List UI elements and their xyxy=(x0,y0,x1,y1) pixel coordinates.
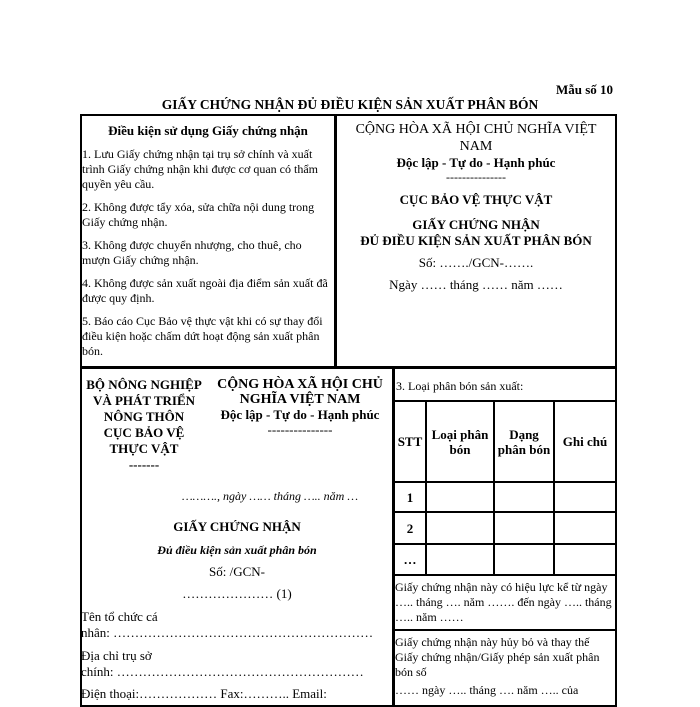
cert-title: GIẤY CHỨNG NHẬN xyxy=(412,217,540,232)
agency-name: CỤC BẢO VỆ THỰC VẬT xyxy=(399,192,553,207)
motto-divider: --------------- xyxy=(267,422,333,437)
fertilizer-section-label: 3. Loại phân bón sản xuất: xyxy=(396,379,524,393)
ministry-name-cont: NÔNG THÔN xyxy=(103,409,185,424)
row-number: … xyxy=(394,544,426,575)
form-number: Mẫu số 10 xyxy=(556,82,614,97)
address-line: chính: ………………………………………………… xyxy=(81,664,364,679)
conditions-list xyxy=(82,147,332,359)
row-number: 1 xyxy=(394,482,426,512)
address-field xyxy=(81,648,391,680)
condition-item: 3. Không được chuyển nhượng, cho thuê, cho mượn Giấy chứng nhận. xyxy=(82,238,302,267)
fertilizer-table xyxy=(393,400,617,576)
replacement-date-line: …… ngày ….. tháng …. năm ….. của xyxy=(395,683,579,697)
inner-cert-subtitle: Đủ điều kiện sản xuất phân bón xyxy=(157,543,317,557)
condition-item: 1. Lưu Giấy chứng nhận tại trụ sở chính và xuất trình Giấy chứng nhận khi được cơ quan có thẩm quyền yêu cầu. xyxy=(82,147,318,191)
header-note: Ghi chú xyxy=(554,401,616,482)
motto: Độc lập - Tự do - Hạnh phúc xyxy=(220,407,380,422)
motto: Độc lập - Tự do - Hạnh phúc xyxy=(396,155,556,170)
table-cell xyxy=(554,482,616,512)
address-label: Địa chỉ trụ sở xyxy=(81,648,152,663)
document-title: GIẤY CHỨNG NHẬN ĐỦ ĐIỀU KIỆN SẢN XUẤT PHÂN BÓN xyxy=(161,97,539,112)
inner-cert-number: Số: /GCN- xyxy=(209,564,265,579)
org-name-line: nhân: …………………………………………………… xyxy=(81,625,374,640)
ministry-name-cont: VÀ PHÁT TRIỂN xyxy=(92,393,196,408)
condition-item: 4. Không được sản xuất ngoài địa điểm sản xuất đã được quy định. xyxy=(82,276,328,305)
section-divider xyxy=(393,629,617,631)
validity-text: Giấy chứng nhận này có hiệu lực kể từ ngày ….. tháng …. năm ……. đến ngày ….. tháng ….. năm …… xyxy=(395,580,612,624)
table-row xyxy=(394,544,616,575)
cert-title-sub: ĐỦ ĐIỀU KIỆN SẢN XUẤT PHÂN BÓN xyxy=(360,233,592,248)
table-cell xyxy=(494,544,554,575)
table-cell xyxy=(426,482,494,512)
ministry-name: BỘ NÔNG NGHIỆP xyxy=(86,377,202,392)
condition-item: 5. Báo cáo Cục Bảo vệ thực vật khi có sự thay đổi điều kiện hoặc chấm dứt hoạt động sản xuất phân bón. xyxy=(82,314,323,358)
cert-date: Ngày …… tháng …… năm …… xyxy=(389,277,563,292)
table-cell xyxy=(554,512,616,544)
table-row xyxy=(394,482,616,512)
inner-cert-title: GIẤY CHỨNG NHẬN xyxy=(173,519,301,534)
agency-divider: ------- xyxy=(128,457,160,472)
header-stt: STT xyxy=(394,401,426,482)
header-form: Dạng phân bón xyxy=(494,401,554,482)
row-number: 2 xyxy=(394,512,426,544)
table-header-row xyxy=(394,401,616,482)
cover-header xyxy=(337,121,615,293)
cert-number: Số: ……./GCN-……. xyxy=(418,255,534,270)
org-name-label: Tên tổ chức cá xyxy=(81,609,158,624)
table-cell xyxy=(554,544,616,575)
country-name: CỘNG HÒA XÃ HỘI CHỦ NGHĨA VIỆT xyxy=(355,122,597,137)
contact-line: Điện thoại:……………… Fax:……….. Email: xyxy=(81,686,327,701)
table-cell xyxy=(494,512,554,544)
country-name-cont: NGHĨA VIỆT NAM xyxy=(239,392,361,407)
ministry-block xyxy=(82,377,206,473)
inner-date-line: ………., ngày …… tháng ….. năm … xyxy=(182,489,359,503)
inner-country-block xyxy=(206,377,394,437)
agency-name-cont: THỰC VẬT xyxy=(109,441,179,456)
table-cell xyxy=(426,512,494,544)
motto-divider: --------------- xyxy=(446,170,506,184)
conditions-heading: Điều kiện sử dụng Giấy chứng nhận xyxy=(108,123,308,138)
country-name-cont: NAM xyxy=(459,139,493,154)
table-cell xyxy=(426,544,494,575)
header-type: Loại phân bón xyxy=(426,401,494,482)
table-row xyxy=(394,512,616,544)
agency-name: CỤC BẢO VỆ xyxy=(103,425,185,440)
table-cell xyxy=(494,482,554,512)
condition-item: 2. Không được tẩy xóa, sửa chữa nội dung trong Giấy chứng nhận. xyxy=(82,200,315,229)
replacement-text: Giấy chứng nhận này hủy bỏ và thay thế Giấy chứng nhận/Giấy phép sản xuất phân bón số xyxy=(395,635,600,679)
org-name-blank: ………………… (1) xyxy=(182,586,292,601)
country-name: CỘNG HÒA XÃ HỘI CHỦ xyxy=(217,377,383,392)
org-name-field xyxy=(81,609,391,641)
